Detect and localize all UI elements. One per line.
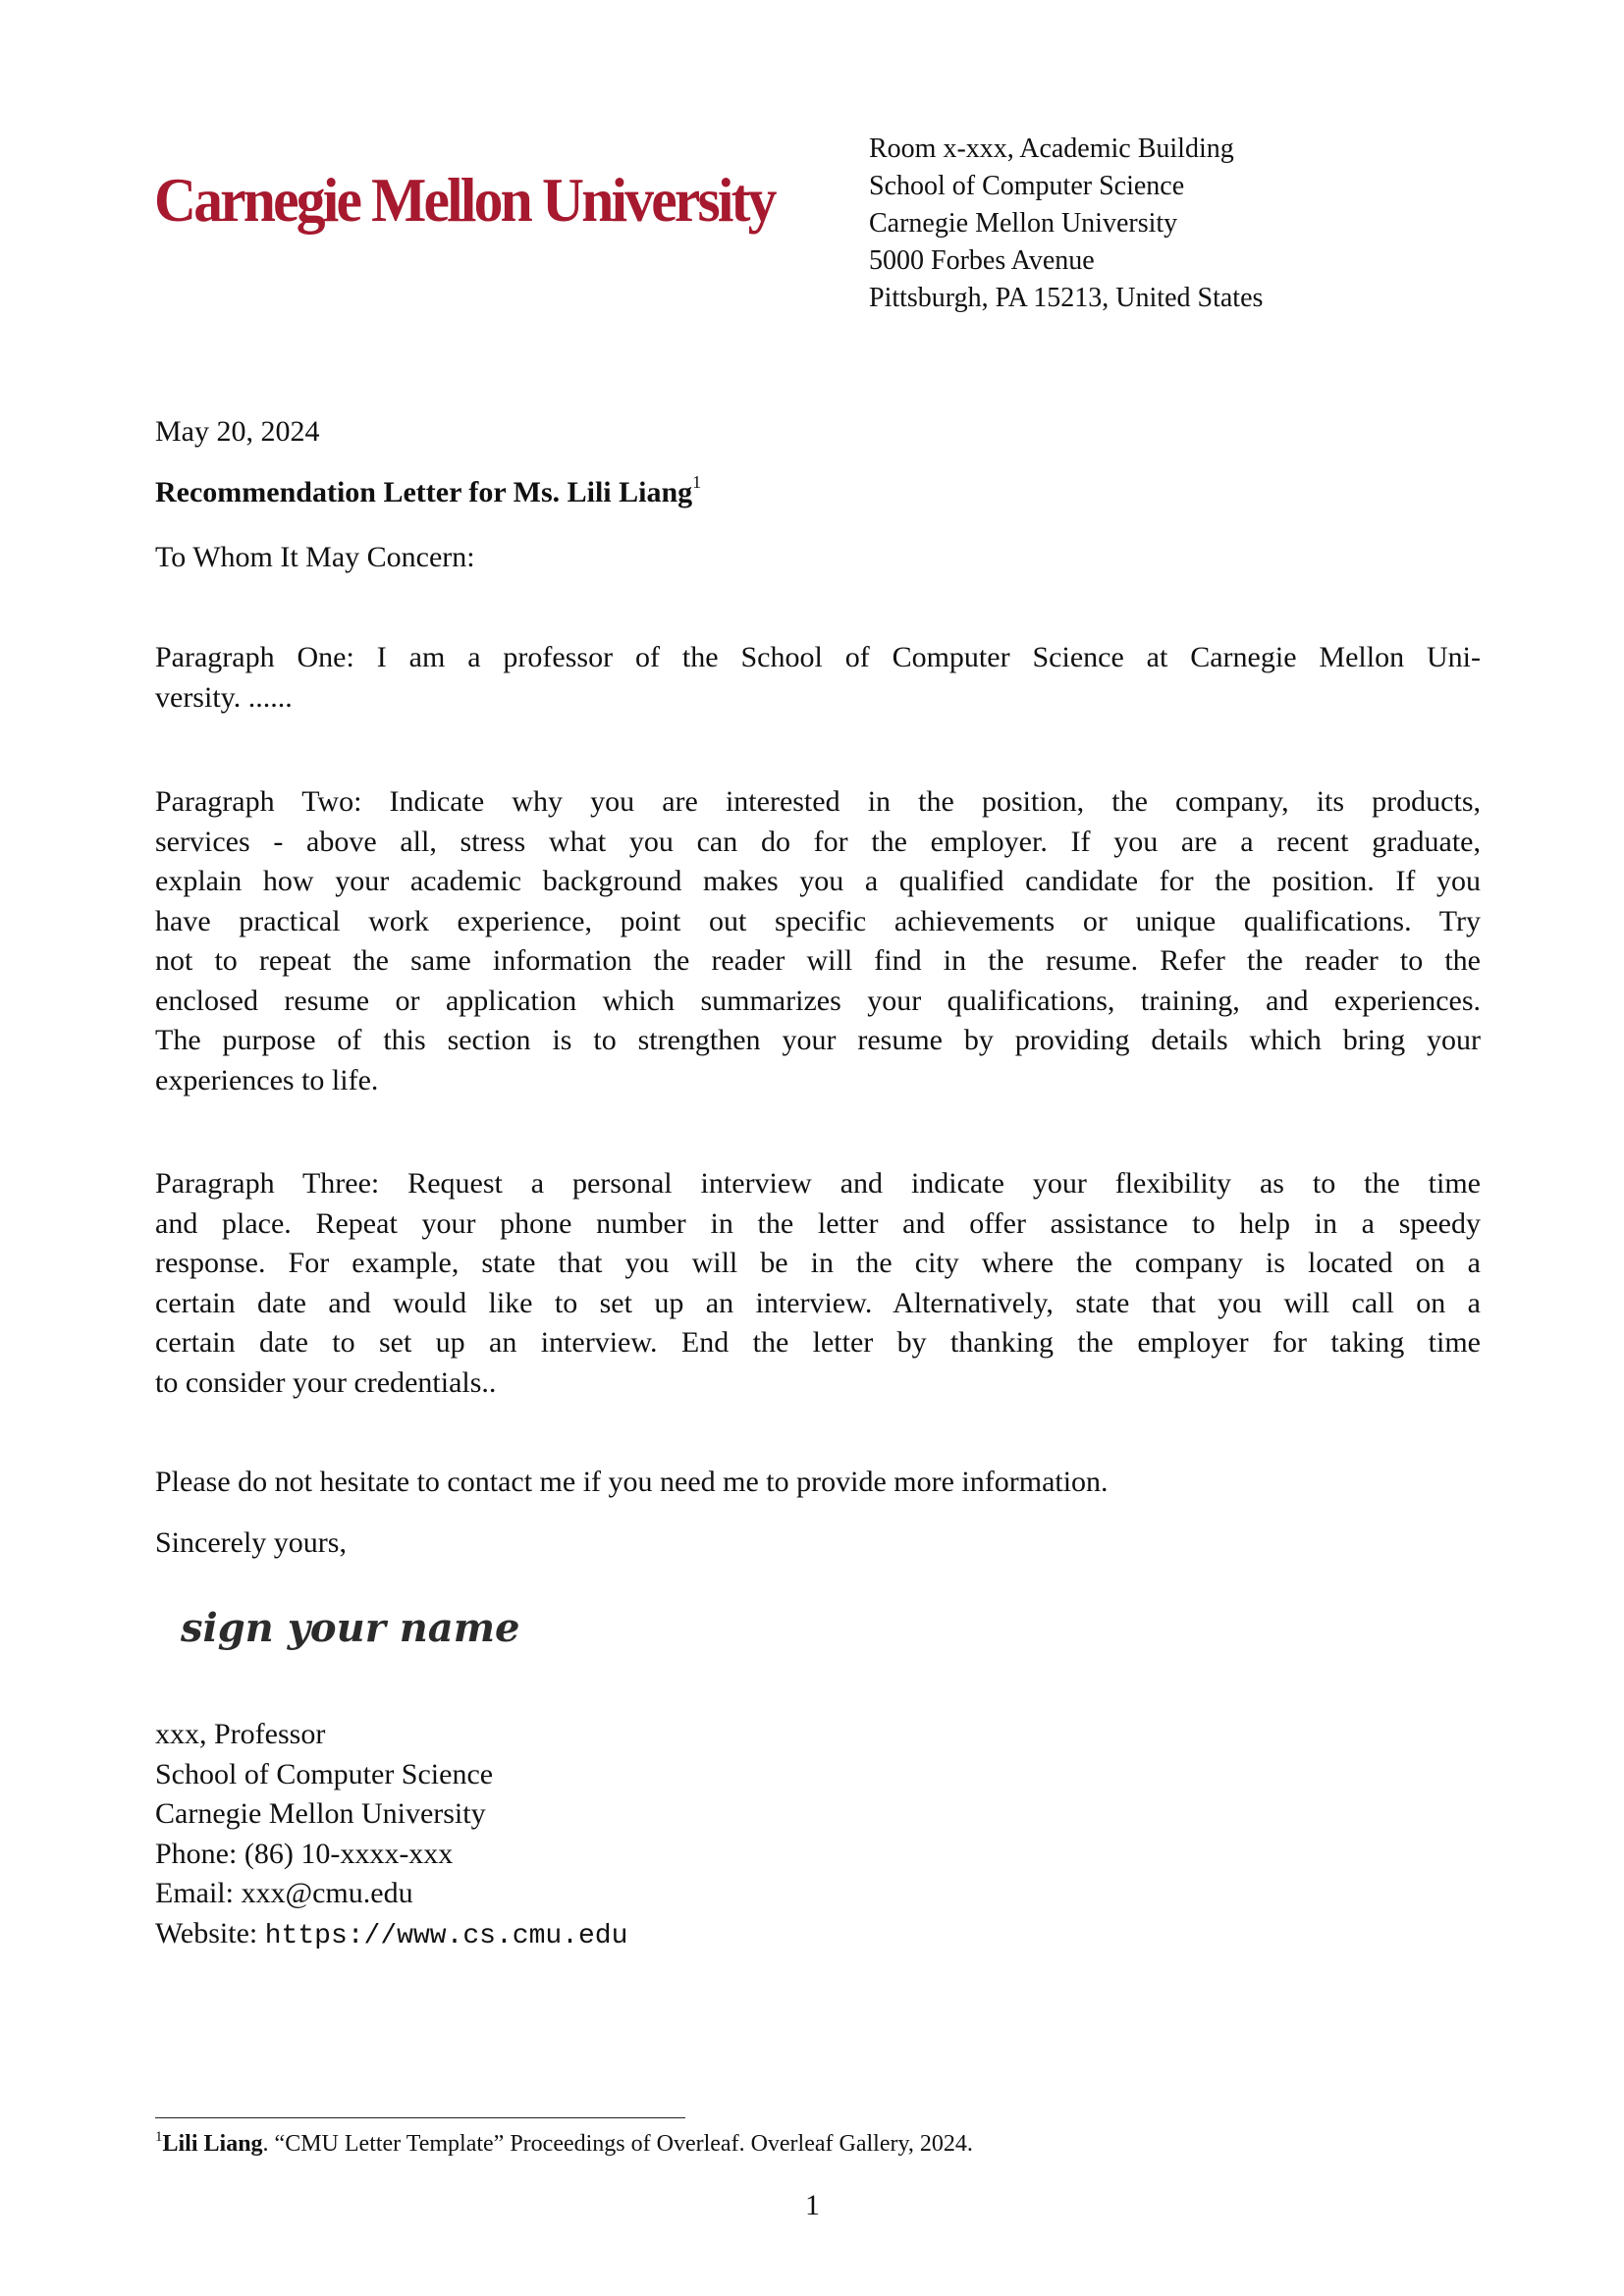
signature-icon	[177, 1600, 530, 1679]
website-link[interactable]: https://www.cs.cmu.edu	[264, 1920, 628, 1951]
phone-value: (86) 10-xxxx-xxx	[244, 1837, 454, 1870]
email-value[interactable]: xxx@cmu.edu	[241, 1877, 413, 1909]
website-label: Website:	[155, 1916, 258, 1949]
address-line: 5000 Forbes Avenue	[869, 245, 1095, 276]
footnote-number: 1	[155, 2129, 163, 2145]
paragraph-line: have practical work experience, point out specific achievements or unique qualifications. Try	[155, 904, 1481, 937]
sender-address	[869, 131, 1263, 317]
paragraph-line: Paragraph Two: Indicate why you are interested in the position, the company, its products,	[155, 785, 1481, 818]
footnote-mark[interactable]: 1	[692, 472, 702, 492]
paragraph-line: to consider your credentials..	[155, 1365, 497, 1399]
paragraph-three	[155, 1164, 1481, 1403]
paragraph-line: certain date to set up an interview. End the letter by thanking the employer for taking time	[155, 1326, 1481, 1359]
paragraph-line: and place. Repeat your phone number in the letter and offer assistance to help in a speedy	[155, 1206, 1481, 1240]
signer-website	[155, 1914, 627, 1957]
paragraph-two	[155, 782, 1481, 1100]
salutation: To Whom It May Concern:	[155, 541, 475, 573]
signoff-block	[155, 1715, 627, 1956]
footnote-author: Lili Liang	[162, 2131, 263, 2157]
paragraph-line: experiences to life.	[155, 1063, 379, 1096]
paragraph-line: services - above all, stress what you can do for the employer. If you are a recent graduate,	[155, 825, 1481, 858]
address-line: Room x-xxx, Academic Building	[869, 133, 1234, 164]
paragraph-line: The purpose of this section is to strengthen your resume by providing details which bring your	[155, 1024, 1481, 1056]
letter-date: May 20, 2024	[155, 415, 320, 448]
paragraph-line: enclosed resume or application which summarizes your qualifications, training, and experiences.	[155, 984, 1481, 1017]
paragraph-line: explain how your academic background makes you a qualified candidate for the position. If you	[155, 865, 1481, 897]
paragraph-line: Paragraph Three: Request a personal interview and indicate your flexibility as to the time	[155, 1167, 1481, 1200]
paragraph-line: versity. ......	[155, 680, 293, 714]
signer-name-title: xxx, Professor	[155, 1718, 326, 1750]
footnote	[155, 2128, 973, 2160]
signer-university: Carnegie Mellon University	[155, 1797, 486, 1830]
svg-text:sign your name: sign your name	[181, 1605, 520, 1651]
signer-phone	[155, 1835, 627, 1875]
subject-text: Recommendation Letter for Ms. Lili Liang	[155, 476, 693, 508]
email-label: Email:	[155, 1877, 234, 1909]
address-line: School of Computer Science	[869, 171, 1185, 201]
address-line: Carnegie Mellon University	[869, 208, 1178, 239]
signer-department: School of Computer Science	[155, 1757, 494, 1790]
signer-email	[155, 1874, 627, 1914]
paragraph-line: certain date and would like to set up an interview. Alternatively, state that you will call on a	[155, 1286, 1481, 1319]
letter-subject	[155, 473, 701, 513]
cmu-logo: Carnegie Mellon University	[154, 165, 775, 235]
footnote-text: . “CMU Letter Template” Proceedings of Overleaf. Overleaf Gallery, 2024.	[262, 2131, 973, 2157]
paragraph-one	[155, 638, 1481, 718]
signature-image	[177, 1600, 530, 1682]
closing-line: Please do not hesitate to contact me if you need me to provide more information.	[155, 1466, 1109, 1498]
paragraph-line: not to repeat the same information the reader will find in the resume. Refer the reader to the	[155, 944, 1481, 977]
paragraph-line: response. For example, state that you will be in the city where the company is located on a	[155, 1247, 1481, 1279]
paragraph-line: Paragraph One: I am a professor of the School of Computer Science at Carnegie Mellon Uni-	[155, 641, 1481, 673]
address-line: Pittsburgh, PA 15213, United States	[869, 283, 1264, 313]
page-number: 1	[805, 2189, 820, 2221]
valediction: Sincerely yours,	[155, 1526, 347, 1559]
phone-label: Phone:	[155, 1837, 238, 1870]
footnote-rule	[155, 2117, 685, 2118]
